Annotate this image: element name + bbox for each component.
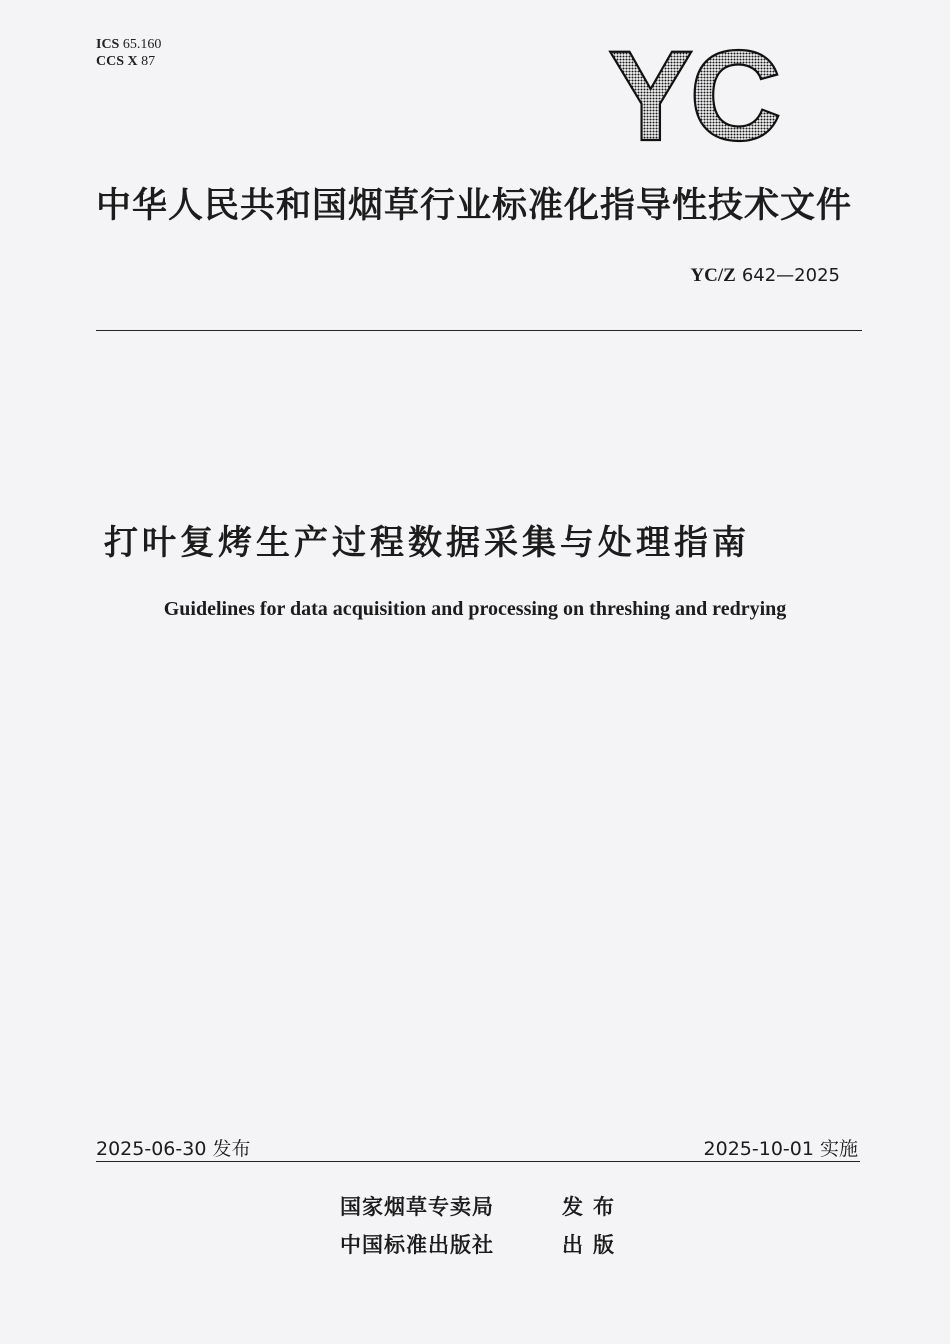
publisher-name: 中国标准出版社	[340, 1233, 494, 1257]
ccs-label: CCS X	[96, 54, 138, 69]
series-title: 中华人民共和国烟草行业标准化指导性技术文件	[96, 186, 853, 226]
yc-logo-text: YC	[608, 40, 778, 152]
ccs-value: 87	[141, 54, 156, 69]
publisher-row	[340, 1229, 624, 1259]
ics-code	[96, 36, 161, 53]
standard-year-number: 642—2025	[741, 265, 840, 286]
implementation-date: 2025-10-01 实施	[703, 1138, 858, 1160]
footer-divider	[96, 1161, 860, 1162]
title-english: Guidelines for data acquisition and processing on threshing and redrying	[163, 598, 787, 620]
publisher-row	[340, 1191, 624, 1221]
publisher-action: 出版	[562, 1233, 624, 1257]
ics-value: 65.160	[122, 37, 162, 52]
publisher-name: 国家烟草专卖局	[340, 1195, 494, 1219]
standard-number	[690, 265, 840, 287]
header-divider	[96, 330, 862, 331]
yc-logo-icon	[604, 40, 804, 152]
publisher-action: 发布	[562, 1195, 624, 1219]
ics-label: ICS	[96, 37, 120, 52]
ccs-code	[96, 53, 161, 70]
title-chinese: 打叶复烤生产过程数据采集与处理指南	[104, 523, 750, 563]
standard-code: YC/Z	[690, 265, 736, 286]
issue-date: 2025-06-30 发布	[96, 1138, 251, 1160]
classification-codes	[96, 36, 161, 70]
